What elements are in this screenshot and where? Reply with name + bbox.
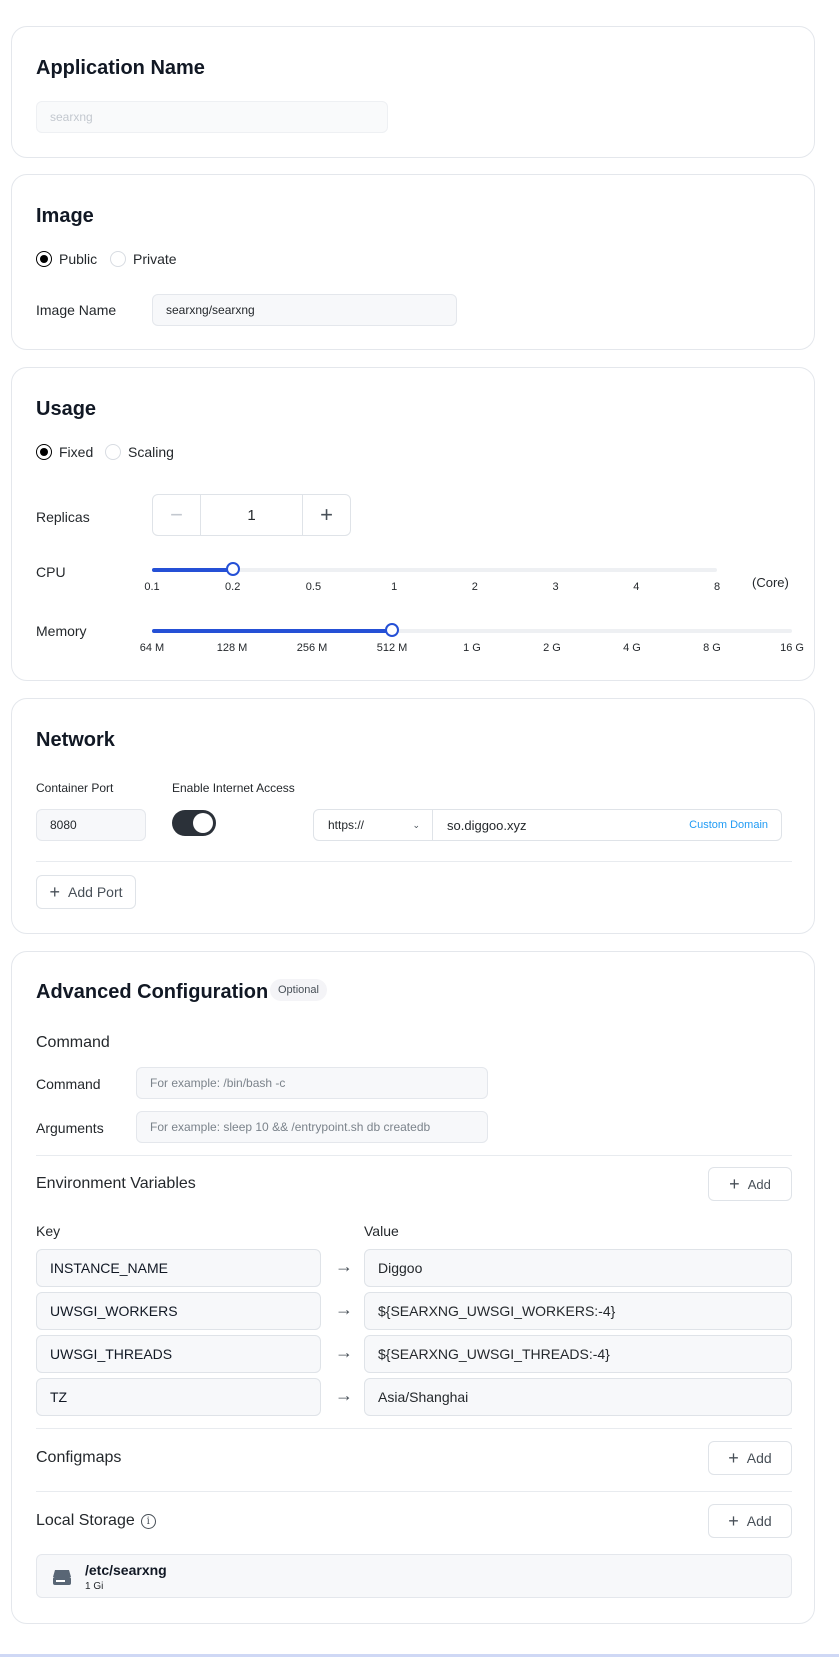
storage-size: 1 Gi xyxy=(85,1581,104,1592)
plus-icon: + xyxy=(729,1173,740,1194)
slider-tick-label: 3 xyxy=(552,581,559,593)
configmaps-divider xyxy=(36,1491,792,1492)
memory-label: Memory xyxy=(36,623,87,639)
slider-tick-label: 64 M xyxy=(139,642,165,654)
advanced-configuration-title: Advanced Configuration xyxy=(36,981,269,1003)
internet-access-toggle[interactable] xyxy=(172,810,216,836)
add-env-button[interactable] xyxy=(708,1167,792,1201)
slider-tick-label: 2 G xyxy=(543,642,561,654)
add-port-label: Add Port xyxy=(68,884,123,900)
slider-tick-label: 4 G xyxy=(623,642,641,654)
env-key-input[interactable]: UWSGI_WORKERS xyxy=(36,1292,321,1330)
arrow-right-icon: → xyxy=(335,1342,353,1362)
public-radio-label: Public xyxy=(59,251,98,267)
arrow-right-icon: → xyxy=(335,1299,353,1319)
cpu-unit: (Core) xyxy=(752,575,789,590)
memory-slider-fill xyxy=(152,629,392,633)
storage-path: /etc/searxng xyxy=(85,1562,167,1578)
env-value-input[interactable]: ${SEARXNG_UWSGI_WORKERS:-4} xyxy=(364,1292,792,1330)
plus-icon: + xyxy=(49,881,61,902)
add-storage-label: Add xyxy=(746,1513,772,1529)
configmaps-title: Configmaps xyxy=(36,1449,122,1466)
slider-tick-label: 8 xyxy=(713,581,721,593)
private-radio-dot xyxy=(110,251,126,267)
network-divider xyxy=(36,861,792,862)
arguments-label: Arguments xyxy=(36,1120,104,1136)
add-storage-button[interactable] xyxy=(708,1504,792,1538)
network-card xyxy=(11,698,815,934)
advanced-configuration-card xyxy=(11,951,815,1624)
image-name-input[interactable]: searxng/searxng xyxy=(152,294,457,326)
env-value-input[interactable]: Asia/Shanghai xyxy=(364,1378,792,1416)
env-key-input[interactable]: TZ xyxy=(36,1378,321,1416)
enable-internet-label: Enable Internet Access xyxy=(172,781,295,795)
arrow-right-icon: → xyxy=(335,1385,353,1405)
command-section-title: Command xyxy=(36,1034,110,1051)
scaling-radio[interactable] xyxy=(105,444,174,460)
usage-title: Usage xyxy=(36,398,97,420)
fixed-radio[interactable] xyxy=(36,444,93,460)
local-storage-title xyxy=(36,1512,156,1530)
application-name-title: Application Name xyxy=(36,57,205,79)
command-input[interactable]: For example: /bin/bash -c xyxy=(136,1067,488,1099)
scaling-radio-dot xyxy=(105,444,121,460)
slider-tick-label: 8 G xyxy=(703,642,721,654)
image-title: Image xyxy=(36,205,94,227)
env-key-input[interactable]: INSTANCE_NAME xyxy=(36,1249,321,1287)
image-card xyxy=(11,174,815,350)
local-storage-title-text: Local Storage xyxy=(36,1512,135,1529)
protocol-value: https:// xyxy=(328,818,365,832)
slider-tick-label: 4 xyxy=(633,581,640,593)
replicas-decrement-button[interactable]: − xyxy=(153,495,201,535)
replicas-label: Replicas xyxy=(36,509,90,525)
env-divider xyxy=(36,1428,792,1429)
private-radio-label: Private xyxy=(133,251,177,267)
env-value-input[interactable]: ${SEARXNG_UWSGI_THREADS:-4} xyxy=(364,1335,792,1373)
cpu-slider-fill xyxy=(152,568,233,572)
key-column-header: Key xyxy=(36,1223,61,1239)
fixed-radio-label: Fixed xyxy=(59,444,94,460)
protocol-select[interactable] xyxy=(314,810,433,840)
private-radio[interactable] xyxy=(110,251,177,267)
arguments-input[interactable]: For example: sleep 10 && /entrypoint.sh db createdb xyxy=(136,1111,488,1143)
container-port-label: Container Port xyxy=(36,781,114,795)
cpu-slider-thumb[interactable] xyxy=(226,562,240,576)
add-configmap-button[interactable] xyxy=(708,1441,792,1475)
slider-tick-label: 0.5 xyxy=(305,581,322,593)
slider-tick-label: 512 M xyxy=(376,642,408,654)
slider-tick-label: 1 xyxy=(391,581,398,593)
memory-slider[interactable] xyxy=(152,629,792,633)
slider-tick-label: 16 G xyxy=(780,642,804,654)
custom-domain-link[interactable]: Custom Domain xyxy=(689,819,768,831)
slider-tick-label: 1 G xyxy=(463,642,481,654)
application-name-input[interactable]: searxng xyxy=(36,101,388,133)
add-env-label: Add xyxy=(747,1176,771,1192)
scaling-radio-label: Scaling xyxy=(128,444,174,460)
plus-icon: + xyxy=(728,1510,739,1531)
add-port-button[interactable] xyxy=(36,875,136,909)
hard-drive-icon xyxy=(52,1568,72,1586)
replicas-value[interactable]: 1 xyxy=(247,506,256,524)
cpu-label: CPU xyxy=(36,564,66,580)
arrow-right-icon: → xyxy=(335,1256,353,1276)
slider-tick-label: 0.2 xyxy=(225,581,241,593)
cpu-slider[interactable] xyxy=(152,568,717,572)
fixed-radio-dot xyxy=(36,444,52,460)
slider-tick-label: 128 M xyxy=(216,642,248,654)
command-label: Command xyxy=(36,1076,101,1092)
public-radio[interactable] xyxy=(36,251,97,267)
replicas-stepper xyxy=(152,494,351,536)
domain-field xyxy=(433,810,781,840)
slider-tick-label: 2 xyxy=(471,581,478,593)
domain-group xyxy=(313,809,782,841)
image-name-label: Image Name xyxy=(36,302,117,318)
network-title: Network xyxy=(36,729,115,751)
optional-badge: Optional xyxy=(270,979,327,1001)
env-value-input[interactable]: Diggoo xyxy=(364,1249,792,1287)
domain-input[interactable]: so.diggoo.xyz xyxy=(447,817,527,833)
env-key-input[interactable]: UWSGI_THREADS xyxy=(36,1335,321,1373)
container-port-input[interactable]: 8080 xyxy=(36,809,146,841)
add-configmap-label: Add xyxy=(746,1450,772,1466)
storage-item[interactable] xyxy=(36,1554,792,1598)
command-divider xyxy=(36,1155,792,1156)
plus-icon: + xyxy=(728,1447,739,1468)
slider-tick-label: 0.1 xyxy=(144,581,160,593)
slider-tick-label: 256 M xyxy=(296,642,328,654)
environment-variables-title: Environment Variables xyxy=(36,1175,196,1192)
value-column-header: Value xyxy=(364,1223,399,1239)
info-icon[interactable]: i xyxy=(141,1514,156,1529)
chevron-down-icon: ⌄ xyxy=(412,819,420,830)
replicas-increment-button[interactable]: + xyxy=(302,495,350,535)
application-name-card xyxy=(11,26,815,158)
memory-slider-thumb[interactable] xyxy=(385,623,399,637)
usage-card xyxy=(11,367,815,681)
public-radio-dot xyxy=(36,251,52,267)
